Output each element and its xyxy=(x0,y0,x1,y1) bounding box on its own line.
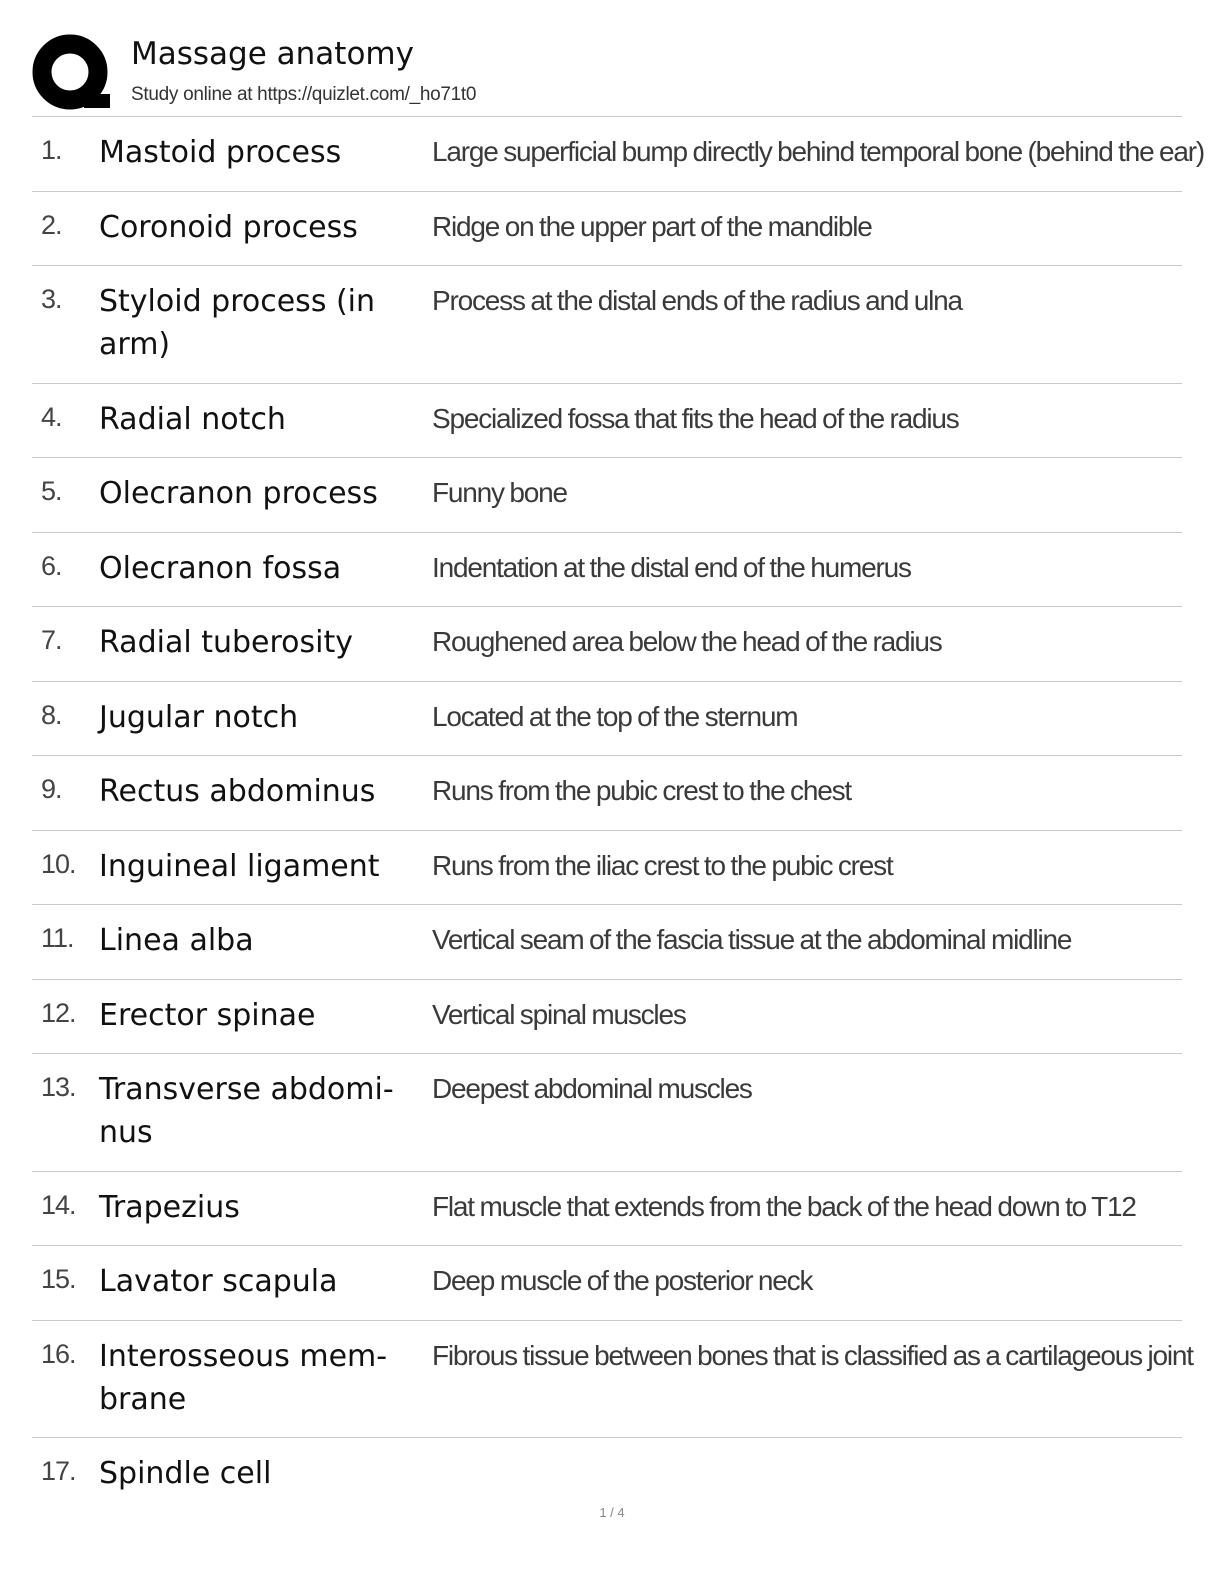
card-definition: Deep muscle of the posterior neck xyxy=(432,1265,813,1296)
flashcard-row xyxy=(32,117,1205,192)
flashcard-row xyxy=(32,1246,1182,1321)
flashcard-row xyxy=(32,1321,1193,1439)
card-term: Linea alba xyxy=(99,923,254,958)
flashcard-row xyxy=(32,533,1182,608)
flashcard-row xyxy=(32,1438,1182,1512)
card-definition: Ridge on the upper part of the mandible xyxy=(432,210,872,242)
flashcard-row xyxy=(32,1172,1182,1247)
card-term: Trapezius xyxy=(99,1189,240,1225)
card-number: 2. xyxy=(41,209,62,240)
card-term: Radial tuberosity xyxy=(99,625,353,660)
card-definition: Vertical seam of the fascia tissue at the abdominal midline xyxy=(432,924,1072,955)
flashcard-row xyxy=(32,458,1182,533)
card-term: Mastoid process xyxy=(99,135,342,170)
card-term: Interosseous mem- brane xyxy=(99,1338,388,1417)
flashcard-row xyxy=(32,980,1182,1055)
card-term: Olecranon fossa xyxy=(99,550,342,586)
card-term: Spindle cell xyxy=(99,1456,272,1491)
card-number: 12. xyxy=(41,997,76,1028)
card-definition: Indentation at the distal end of the humerus xyxy=(432,551,911,583)
card-definition: Deepest abdominal muscles xyxy=(432,1073,752,1104)
card-number: 14. xyxy=(41,1189,76,1220)
card-number: 10. xyxy=(41,848,76,879)
card-term: Lavator scapula xyxy=(99,1264,338,1299)
set-title: Massage anatomy xyxy=(131,36,414,72)
card-definition: Vertical spinal muscles xyxy=(432,998,686,1030)
card-number: 16. xyxy=(41,1338,76,1369)
card-number: 4. xyxy=(41,401,62,432)
card-number: 7. xyxy=(41,625,62,655)
page-number: 1 / 4 xyxy=(599,1505,625,1520)
card-definition: Runs from the pubic crest to the chest xyxy=(432,775,851,806)
card-definition: Process at the distal ends of the radius and ulna xyxy=(432,285,962,316)
card-number: 8. xyxy=(41,699,62,730)
card-number: 11. xyxy=(41,923,74,953)
study-online-link[interactable]: Study online at https://quizlet.com/_ho71t0 xyxy=(131,84,477,105)
card-term: Coronoid process xyxy=(99,209,358,245)
card-term: Rectus abdominus xyxy=(99,774,376,809)
flashcard-list xyxy=(32,117,1205,1512)
document-header xyxy=(32,30,1182,116)
flashcard-row xyxy=(32,756,1182,831)
card-number: 1. xyxy=(41,135,62,165)
card-term: Jugular notch xyxy=(99,699,299,735)
card-number: 3. xyxy=(41,284,62,314)
card-number: 5. xyxy=(41,476,62,506)
flashcard-row xyxy=(32,905,1182,980)
flashcard-row xyxy=(32,831,1182,906)
card-term: Erector spinae xyxy=(99,997,316,1033)
card-number: 15. xyxy=(41,1264,76,1294)
card-definition: Roughened area below the head of the radius xyxy=(432,626,942,657)
card-term: Styloid process (in arm) xyxy=(99,284,376,362)
flashcard-row xyxy=(32,266,1182,384)
card-definition: Flat muscle that extends from the back of the head down to T12 xyxy=(432,1190,1136,1222)
quizlet-logo-icon xyxy=(32,34,112,114)
card-term: Transverse abdomi- nus xyxy=(99,1072,394,1150)
card-number: 13. xyxy=(41,1072,76,1102)
flashcard-row xyxy=(32,682,1182,757)
card-term: Inguineal ligament xyxy=(99,848,380,884)
flashcard-row xyxy=(32,192,1182,267)
card-definition: Fibrous tissue between bones that is classified as a cartilageous joint xyxy=(432,1339,1193,1371)
card-term: Radial notch xyxy=(99,401,286,437)
flashcard-row xyxy=(32,1054,1182,1172)
card-definition: Located at the top of the sternum xyxy=(432,700,798,732)
card-definition: Specialized fossa that fits the head of the radius xyxy=(432,402,959,434)
card-number: 17. xyxy=(41,1456,76,1486)
card-number: 9. xyxy=(41,774,62,804)
card-definition: Large superficial bump directly behind temporal bone (behind the ear) xyxy=(432,136,1205,167)
flashcard-row xyxy=(32,607,1182,682)
flashcard-row xyxy=(32,384,1182,459)
card-definition: Runs from the iliac crest to the pubic crest xyxy=(432,849,893,881)
card-term: Olecranon process xyxy=(99,476,378,511)
card-number: 6. xyxy=(41,550,62,581)
card-definition: Funny bone xyxy=(432,477,567,508)
